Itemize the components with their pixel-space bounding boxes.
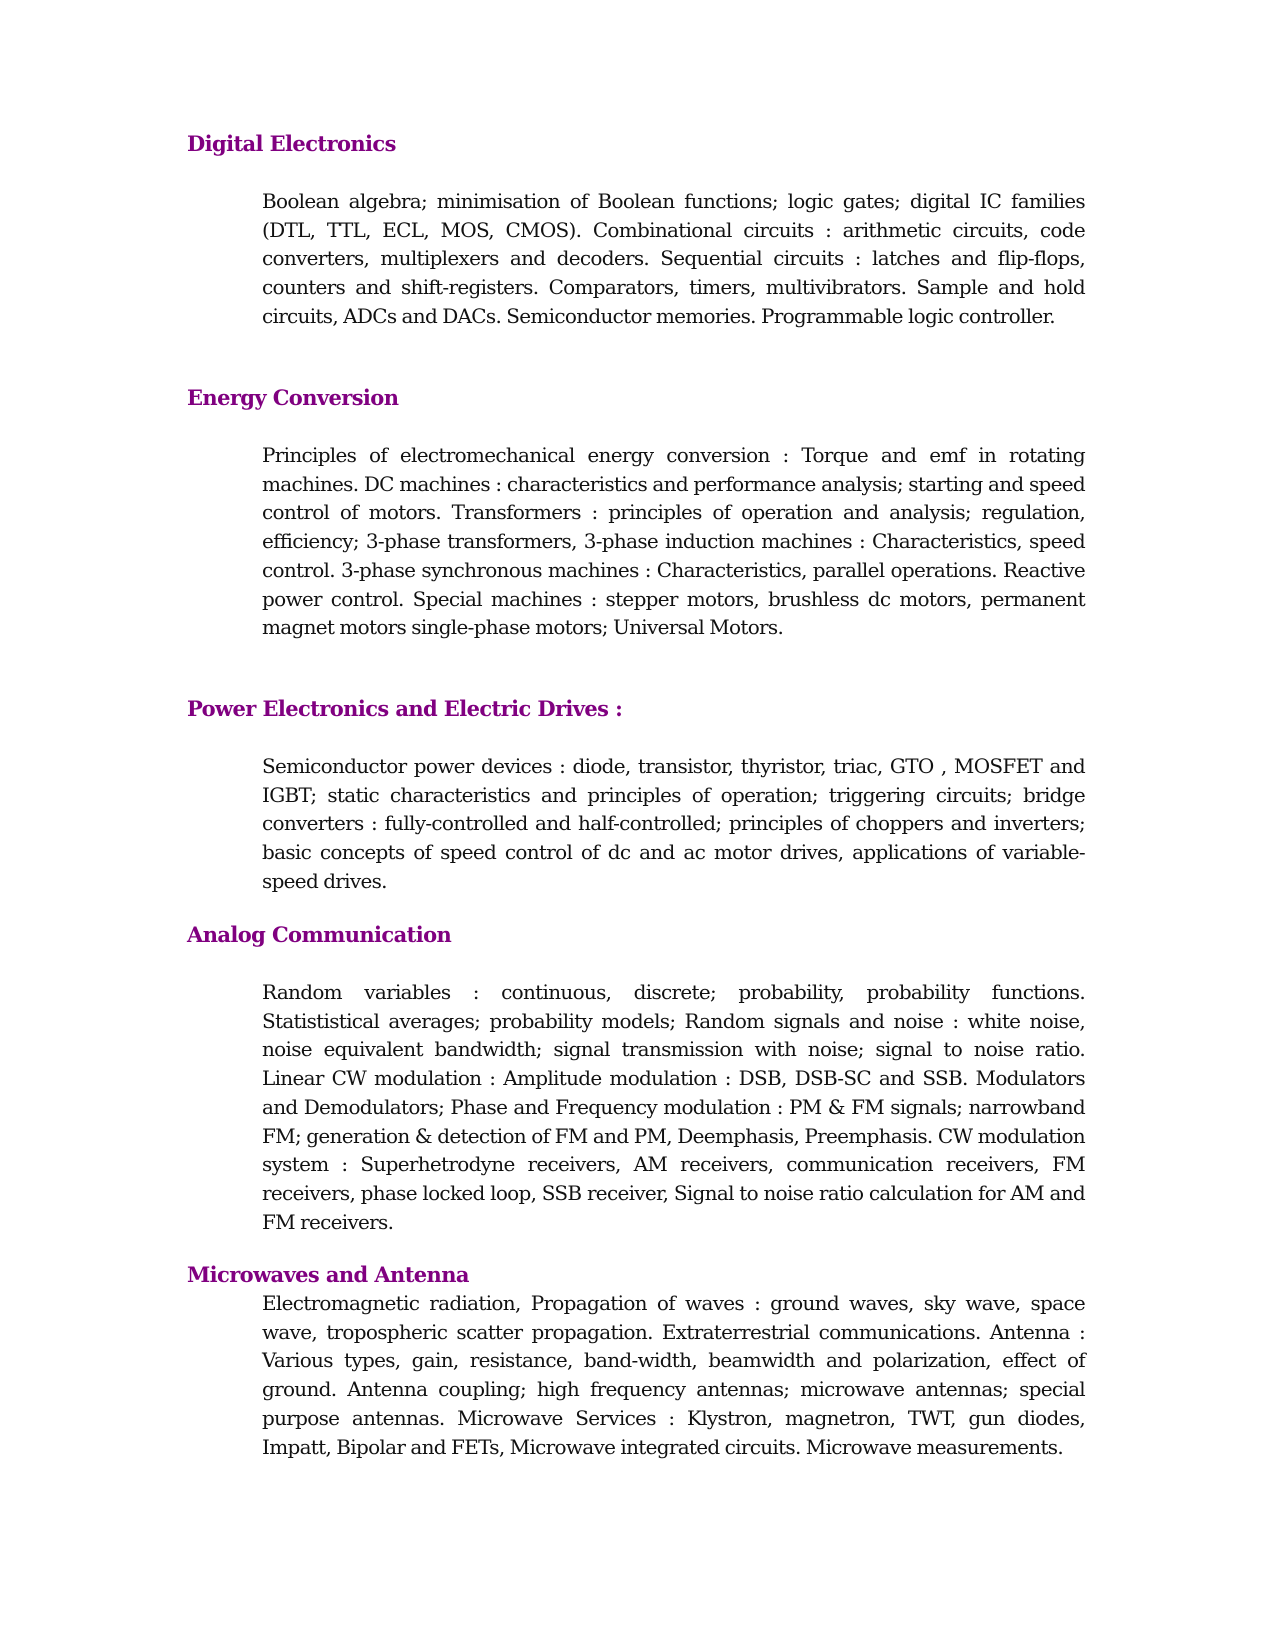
section-body-digital-electronics: Boolean algebra; minimisation of Boolean functions; logic gates; digital IC families (DTL, TTL, ECL, MOS, CMOS). Combinational circuits : arithmetic circuits, code converters, multiplexers and decoders. Sequential circuits : latches and flip-flops, counters and shift-registers. Comparators, timers, multivibrators. Sample and hold circuits, ADCs and DACs. Semiconductor memories. Programmable logic controller. [262, 189, 1085, 328]
section-title-microwaves-antenna: Microwaves and Antenna [187, 1262, 469, 1287]
section-body-energy-conversion: Principles of electromechanical energy conversion : Torque and emf in rotating machines. DC machines : characteristics and performance analysis; starting and speed control of motors. Transformers : principles of operation and analysis; regulation, efficiency; 3-phase transformers, 3-phase induction machines : Characteristics, speed control. 3-phase synchronous machines : Characteristics, parallel operations. Reactive power control. Special machines : stepper motors, brushless dc motors, permanent magnet motors single-phase motors; Universal Motors. [262, 443, 1085, 640]
section-title-analog-communication: Analog Communication [187, 922, 452, 947]
section-title-power-electronics: Power Electronics and Electric Drives : [187, 696, 623, 721]
section-body-microwaves-antenna: Electromagnetic radiation, Propagation of waves : ground waves, sky wave, space wave, tropospheric scatter propagation. Extraterrestrial communications. Antenna : Various types, gain, resistance, band-width, beamwidth and polarization, effect of ground. Antenna coupling; high frequency antennas; microwave antennas; special purpose antennas. Microwave Services : Klystron, magnetron, TWT, gun diodes, Impatt, Bipolar and FETs, Microwave integrated circuits. Microwave measurements. [262, 1291, 1085, 1459]
section-body-power-electronics: Semiconductor power devices : diode, transistor, thyristor, triac, GTO , MOSFET and IGBT; static characteristics and principles of operation; triggering circuits; bridge converters : fully-controlled and half-controlled; principles of choppers and inverters; basic concepts of speed control of dc and ac motor drives, applications of variable-speed drives. [262, 754, 1085, 893]
section-title-digital-electronics: Digital Electronics [187, 131, 396, 156]
section-body-analog-communication: Random variables : continuous, discrete; probability, probability functions. Statististical averages; probability models; Random signals and noise : white noise, noise equivalent bandwidth; signal transmission with noise; signal to noise ratio. Linear CW modulation : Amplitude modulation : DSB, DSB-SC and SSB. Modulators and Demodulators; Phase and Frequency modulation : PM & FM signals; narrowband FM; generation & detection of FM and PM, Deemphasis, Preemphasis. CW modulation system : Superhetrodyne receivers, AM receivers, communication receivers, FM receivers, phase locked loop, SSB receiver, Signal to noise ratio calculation for AM and FM receivers. [262, 980, 1085, 1234]
section-title-energy-conversion: Energy Conversion [187, 385, 399, 410]
